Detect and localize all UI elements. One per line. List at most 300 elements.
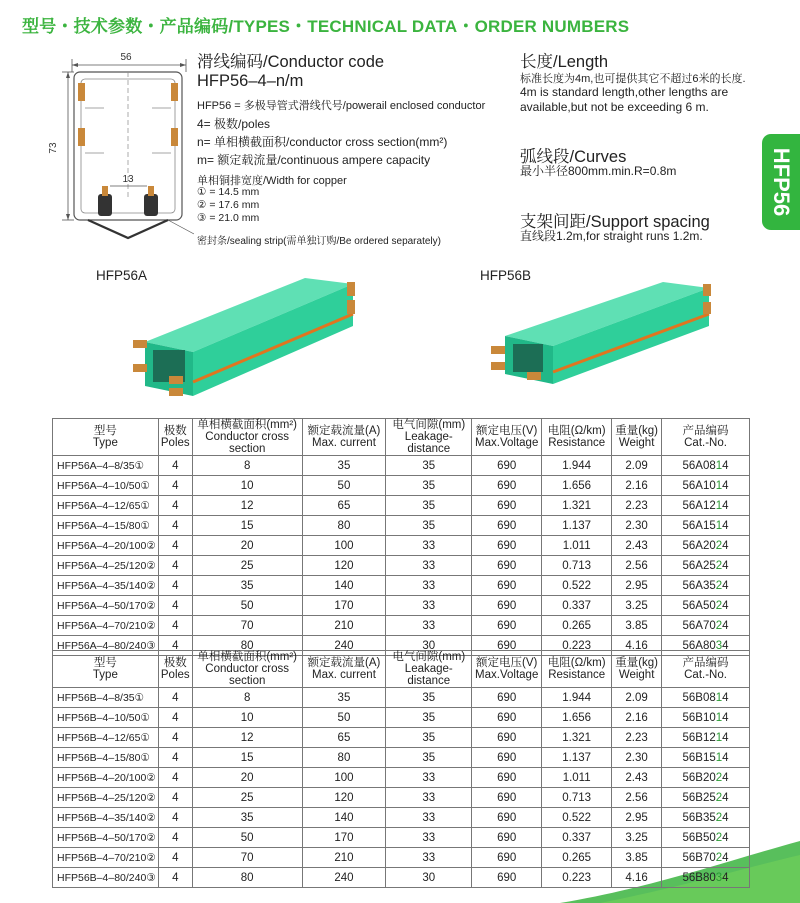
cell-cross-section: 80 bbox=[192, 636, 302, 656]
cell-current: 170 bbox=[302, 596, 386, 616]
catno-part: 4 bbox=[722, 751, 729, 764]
cell-current: 140 bbox=[302, 576, 386, 596]
cell-leakage: 33 bbox=[386, 576, 472, 596]
catno-highlight: 1 bbox=[715, 499, 723, 512]
copper-width-3: ③ = 21.0 mm bbox=[197, 212, 260, 224]
cell-leakage: 35 bbox=[386, 456, 472, 476]
catno-part: 4 bbox=[722, 539, 729, 552]
cross-section-drawing bbox=[44, 48, 194, 248]
cell-resistance: 1.656 bbox=[542, 708, 612, 728]
col-header-resistance: 电阻(Ω/km) Resistance bbox=[542, 419, 612, 456]
cell-current: 140 bbox=[302, 808, 386, 828]
col-header-catno: 产品编码 Cat.-No. bbox=[662, 651, 750, 688]
catno-part: 56B70 bbox=[682, 851, 716, 864]
cell-leakage: 33 bbox=[386, 848, 472, 868]
height-dimension: 73 bbox=[48, 142, 59, 154]
catno-highlight: 2 bbox=[715, 619, 723, 632]
cell-cross-section: 20 bbox=[192, 768, 302, 788]
length-heading: 长度/Length bbox=[520, 53, 609, 71]
cell-cross-section: 70 bbox=[192, 848, 302, 868]
cell-leakage: 30 bbox=[386, 868, 472, 888]
catno-part: 4 bbox=[722, 479, 729, 492]
table-row bbox=[53, 728, 750, 748]
cell-leakage: 35 bbox=[386, 728, 472, 748]
gap-dimension: 13 bbox=[122, 174, 134, 185]
cell-resistance: 0.265 bbox=[542, 616, 612, 636]
cell-leakage: 35 bbox=[386, 476, 472, 496]
cell-voltage: 690 bbox=[472, 688, 542, 708]
cell-resistance: 1.137 bbox=[542, 516, 612, 536]
catno-part: 4 bbox=[722, 619, 729, 632]
cell-poles: 4 bbox=[158, 556, 192, 576]
catno-part: 56B35 bbox=[682, 811, 716, 824]
cell-weight: 3.25 bbox=[612, 596, 662, 616]
cell-cross-section: 12 bbox=[192, 496, 302, 516]
catno-highlight: 1 bbox=[715, 479, 723, 492]
cell-cross-section: 15 bbox=[192, 516, 302, 536]
cell-current: 65 bbox=[302, 496, 386, 516]
cell-weight: 2.16 bbox=[612, 476, 662, 496]
cell-resistance: 1.011 bbox=[542, 536, 612, 556]
cell-type: HFP56B–4–8/35① bbox=[53, 688, 159, 708]
catno-highlight: 2 bbox=[715, 831, 723, 844]
catno-highlight: 3 bbox=[715, 639, 723, 652]
cell-cross-section: 15 bbox=[192, 748, 302, 768]
cell-catno bbox=[662, 748, 750, 768]
cell-catno bbox=[662, 556, 750, 576]
side-tab-label: HFP56 bbox=[769, 147, 794, 217]
cell-voltage: 690 bbox=[472, 848, 542, 868]
col-header-leakage: 电气间隙(mm) Leakage-distance bbox=[386, 651, 472, 688]
col-header-voltage: 额定电压(V) Max.Voltage bbox=[472, 651, 542, 688]
cell-leakage: 30 bbox=[386, 636, 472, 656]
catno-part: 56B25 bbox=[682, 791, 716, 804]
cell-weight: 2.30 bbox=[612, 516, 662, 536]
table-row bbox=[53, 868, 750, 888]
catno-part: 4 bbox=[722, 639, 729, 652]
cell-type: HFP56A–4–35/140② bbox=[53, 576, 159, 596]
cell-resistance: 1.321 bbox=[542, 728, 612, 748]
catno-highlight: 2 bbox=[715, 811, 723, 824]
cell-catno bbox=[662, 496, 750, 516]
cell-weight: 3.25 bbox=[612, 828, 662, 848]
cell-resistance: 0.522 bbox=[542, 576, 612, 596]
cell-poles: 4 bbox=[158, 868, 192, 888]
table-row bbox=[53, 848, 750, 868]
col-header-resistance: 电阻(Ω/km) Resistance bbox=[542, 651, 612, 688]
cell-poles: 4 bbox=[158, 728, 192, 748]
cell-type: HFP56A–4–10/50① bbox=[53, 476, 159, 496]
catno-part: 4 bbox=[722, 871, 729, 884]
cell-resistance: 1.656 bbox=[542, 476, 612, 496]
catno-part: 4 bbox=[722, 731, 729, 744]
catno-part: 4 bbox=[722, 559, 729, 572]
cell-cross-section: 12 bbox=[192, 728, 302, 748]
table-row bbox=[53, 808, 750, 828]
col-header-current: 额定载流量(A) Max. current bbox=[302, 419, 386, 456]
cell-cross-section: 8 bbox=[192, 456, 302, 476]
cell-catno bbox=[662, 456, 750, 476]
table-row bbox=[53, 476, 750, 496]
catno-part: 56B08 bbox=[682, 691, 716, 704]
cell-type: HFP56B–4–25/120② bbox=[53, 788, 159, 808]
cell-voltage: 690 bbox=[472, 828, 542, 848]
support-text: 直线段1.2m,for straight runs 1.2m. bbox=[520, 229, 703, 243]
catno-highlight: 1 bbox=[715, 751, 723, 764]
catno-part: 56A50 bbox=[682, 599, 716, 612]
catno-highlight: 2 bbox=[715, 579, 723, 592]
cell-cross-section: 20 bbox=[192, 536, 302, 556]
cell-cross-section: 8 bbox=[192, 688, 302, 708]
cell-current: 170 bbox=[302, 828, 386, 848]
cell-weight: 2.09 bbox=[612, 688, 662, 708]
cell-type: HFP56B–4–50/170② bbox=[53, 828, 159, 848]
cell-resistance: 1.011 bbox=[542, 768, 612, 788]
col-header-current: 额定载流量(A) Max. current bbox=[302, 651, 386, 688]
catno-highlight: 2 bbox=[715, 539, 723, 552]
conductor-line-1: HFP56 = 多极导管式滑线代号/powerail enclosed conductor bbox=[197, 100, 486, 112]
catno-part: 56A70 bbox=[682, 619, 716, 632]
catno-part: 4 bbox=[722, 771, 729, 784]
catno-highlight: 3 bbox=[715, 871, 723, 884]
catno-highlight: 1 bbox=[715, 691, 723, 704]
catno-part: 4 bbox=[722, 791, 729, 804]
cell-cross-section: 10 bbox=[192, 476, 302, 496]
catno-part: 56A12 bbox=[682, 499, 716, 512]
cell-weight: 2.23 bbox=[612, 728, 662, 748]
cell-poles: 4 bbox=[158, 788, 192, 808]
cell-type: HFP56A–4–25/120② bbox=[53, 556, 159, 576]
cell-weight: 2.43 bbox=[612, 536, 662, 556]
cell-poles: 4 bbox=[158, 616, 192, 636]
cell-voltage: 690 bbox=[472, 536, 542, 556]
cell-catno bbox=[662, 688, 750, 708]
side-tab-hfp56 bbox=[762, 134, 800, 230]
catno-part: 56A25 bbox=[682, 559, 716, 572]
cell-resistance: 0.713 bbox=[542, 556, 612, 576]
cell-leakage: 33 bbox=[386, 768, 472, 788]
cell-voltage: 690 bbox=[472, 728, 542, 748]
table-a-header-row bbox=[53, 419, 750, 456]
cell-poles: 4 bbox=[158, 828, 192, 848]
cell-resistance: 1.944 bbox=[542, 456, 612, 476]
cell-catno bbox=[662, 848, 750, 868]
cell-type: HFP56A–4–80/240③ bbox=[53, 636, 159, 656]
cell-voltage: 690 bbox=[472, 596, 542, 616]
col-header-poles: 极数 Poles bbox=[158, 419, 192, 456]
catno-part: 4 bbox=[722, 459, 729, 472]
cell-voltage: 690 bbox=[472, 516, 542, 536]
catno-part: 4 bbox=[722, 519, 729, 532]
catno-part: 56A20 bbox=[682, 539, 716, 552]
cell-poles: 4 bbox=[158, 516, 192, 536]
cell-current: 210 bbox=[302, 848, 386, 868]
cell-poles: 4 bbox=[158, 708, 192, 728]
cell-voltage: 690 bbox=[472, 556, 542, 576]
cell-current: 120 bbox=[302, 788, 386, 808]
page-title: 型号・技术参数・产品编码/TYPES・TECHNICAL DATA・ORDER NUMBERS bbox=[22, 17, 630, 36]
cell-voltage: 690 bbox=[472, 748, 542, 768]
catno-part: 56B15 bbox=[682, 751, 716, 764]
copper-width-2: ② = 17.6 mm bbox=[197, 199, 260, 211]
catno-part: 4 bbox=[722, 831, 729, 844]
catno-highlight: 2 bbox=[715, 771, 723, 784]
table-row bbox=[53, 768, 750, 788]
cell-type: HFP56B–4–70/210② bbox=[53, 848, 159, 868]
cell-weight: 3.85 bbox=[612, 616, 662, 636]
cell-leakage: 33 bbox=[386, 536, 472, 556]
cell-voltage: 690 bbox=[472, 616, 542, 636]
catno-part: 56B20 bbox=[682, 771, 716, 784]
cell-poles: 4 bbox=[158, 576, 192, 596]
cell-cross-section: 35 bbox=[192, 808, 302, 828]
table-row bbox=[53, 536, 750, 556]
col-header-cross-section: 单相横截面积(mm²) Conductor cross section bbox=[192, 419, 302, 456]
cell-resistance: 0.223 bbox=[542, 636, 612, 656]
cell-leakage: 33 bbox=[386, 596, 472, 616]
cell-poles: 4 bbox=[158, 596, 192, 616]
cell-poles: 4 bbox=[158, 456, 192, 476]
cell-type: HFP56A–4–15/80① bbox=[53, 516, 159, 536]
cell-type: HFP56B–4–80/240③ bbox=[53, 868, 159, 888]
cell-weight: 2.56 bbox=[612, 556, 662, 576]
cell-catno bbox=[662, 576, 750, 596]
cell-resistance: 0.522 bbox=[542, 808, 612, 828]
cell-weight: 2.43 bbox=[612, 768, 662, 788]
cell-weight: 2.95 bbox=[612, 808, 662, 828]
cell-leakage: 33 bbox=[386, 828, 472, 848]
col-header-catno: 产品编码 Cat.-No. bbox=[662, 419, 750, 456]
cell-poles: 4 bbox=[158, 496, 192, 516]
catno-highlight: 2 bbox=[715, 599, 723, 612]
cell-cross-section: 25 bbox=[192, 556, 302, 576]
cell-type: HFP56A–4–12/65① bbox=[53, 496, 159, 516]
catno-highlight: 1 bbox=[715, 731, 723, 744]
cell-type: HFP56B–4–20/100② bbox=[53, 768, 159, 788]
cell-catno bbox=[662, 788, 750, 808]
catno-highlight: 2 bbox=[715, 791, 723, 804]
support-heading: 支架间距/Support spacing bbox=[520, 213, 710, 231]
cell-voltage: 690 bbox=[472, 788, 542, 808]
cell-weight: 4.16 bbox=[612, 868, 662, 888]
product-a-image bbox=[125, 268, 365, 408]
catno-part: 4 bbox=[722, 579, 729, 592]
catno-part: 4 bbox=[722, 811, 729, 824]
catno-part: 56A35 bbox=[682, 579, 716, 592]
cell-weight: 2.09 bbox=[612, 456, 662, 476]
cell-catno bbox=[662, 768, 750, 788]
cell-poles: 4 bbox=[158, 688, 192, 708]
catno-part: 56B50 bbox=[682, 831, 716, 844]
cell-voltage: 690 bbox=[472, 868, 542, 888]
cell-voltage: 690 bbox=[472, 576, 542, 596]
cell-leakage: 35 bbox=[386, 496, 472, 516]
table-row bbox=[53, 496, 750, 516]
table-row bbox=[53, 748, 750, 768]
cell-catno bbox=[662, 868, 750, 888]
cell-type: HFP56A–4–70/210② bbox=[53, 616, 159, 636]
product-a-label: HFP56A bbox=[96, 268, 148, 283]
cell-poles: 4 bbox=[158, 748, 192, 768]
cell-voltage: 690 bbox=[472, 636, 542, 656]
cell-cross-section: 50 bbox=[192, 828, 302, 848]
col-header-voltage: 额定电压(V) Max.Voltage bbox=[472, 419, 542, 456]
copper-width-1: ① = 14.5 mm bbox=[197, 186, 260, 198]
cell-leakage: 35 bbox=[386, 708, 472, 728]
col-header-weight: 重量(kg) Weight bbox=[612, 419, 662, 456]
conductor-line-3: n= 单相横截面积/conductor cross section(mm²) bbox=[197, 135, 448, 149]
cell-current: 50 bbox=[302, 476, 386, 496]
cell-catno bbox=[662, 728, 750, 748]
cell-catno bbox=[662, 596, 750, 616]
catno-highlight: 2 bbox=[715, 851, 723, 864]
table-row bbox=[53, 456, 750, 476]
table-row bbox=[53, 576, 750, 596]
cell-poles: 4 bbox=[158, 848, 192, 868]
cell-cross-section: 10 bbox=[192, 708, 302, 728]
conductor-line-2: 4= 极数/poles bbox=[197, 117, 271, 131]
cell-cross-section: 25 bbox=[192, 788, 302, 808]
product-b-label: HFP56B bbox=[480, 268, 532, 283]
cell-catno bbox=[662, 808, 750, 828]
cell-type: HFP56B–4–12/65① bbox=[53, 728, 159, 748]
cell-resistance: 1.321 bbox=[542, 496, 612, 516]
col-header-weight: 重量(kg) Weight bbox=[612, 651, 662, 688]
cell-leakage: 35 bbox=[386, 748, 472, 768]
cell-catno bbox=[662, 708, 750, 728]
catno-highlight: 2 bbox=[715, 559, 723, 572]
cell-current: 210 bbox=[302, 616, 386, 636]
cell-current: 50 bbox=[302, 708, 386, 728]
cell-voltage: 690 bbox=[472, 476, 542, 496]
cell-voltage: 690 bbox=[472, 708, 542, 728]
catno-part: 56A08 bbox=[682, 459, 716, 472]
cell-current: 35 bbox=[302, 688, 386, 708]
cell-weight: 2.95 bbox=[612, 576, 662, 596]
cell-current: 100 bbox=[302, 536, 386, 556]
col-header-type: 型号 Type bbox=[53, 651, 159, 688]
length-line-3: available,but not be exceeding 6 m. bbox=[520, 100, 709, 114]
sealing-strip-note: 密封条/sealing strip(需单独订购/Be ordered separately) bbox=[197, 236, 441, 247]
cell-cross-section: 80 bbox=[192, 868, 302, 888]
table-row bbox=[53, 788, 750, 808]
cell-resistance: 1.944 bbox=[542, 688, 612, 708]
catno-part: 4 bbox=[722, 711, 729, 724]
cell-type: HFP56B–4–15/80① bbox=[53, 748, 159, 768]
cell-current: 240 bbox=[302, 636, 386, 656]
cell-current: 240 bbox=[302, 868, 386, 888]
cell-weight: 2.30 bbox=[612, 748, 662, 768]
cell-current: 100 bbox=[302, 768, 386, 788]
cell-type: HFP56A–4–20/100② bbox=[53, 536, 159, 556]
cell-resistance: 0.265 bbox=[542, 848, 612, 868]
cell-resistance: 0.337 bbox=[542, 828, 612, 848]
cell-catno bbox=[662, 476, 750, 496]
length-line-2: 4m is standard length,other lengths are bbox=[520, 85, 729, 99]
catno-part: 56A15 bbox=[682, 519, 716, 532]
cell-leakage: 35 bbox=[386, 688, 472, 708]
spec-table-b bbox=[52, 650, 750, 888]
table-row bbox=[53, 616, 750, 636]
table-row bbox=[53, 688, 750, 708]
cell-weight: 2.16 bbox=[612, 708, 662, 728]
cell-catno bbox=[662, 536, 750, 556]
catno-part: 4 bbox=[722, 599, 729, 612]
conductor-code-heading: 滑线编码/Conductor code bbox=[197, 53, 385, 71]
catno-part: 4 bbox=[722, 499, 729, 512]
cell-voltage: 690 bbox=[472, 768, 542, 788]
cell-catno bbox=[662, 516, 750, 536]
cell-voltage: 690 bbox=[472, 496, 542, 516]
cell-leakage: 35 bbox=[386, 516, 472, 536]
cell-poles: 4 bbox=[158, 636, 192, 656]
cell-type: HFP56A–4–8/35① bbox=[53, 456, 159, 476]
cell-type: HFP56B–4–10/50① bbox=[53, 708, 159, 728]
cell-leakage: 33 bbox=[386, 808, 472, 828]
spec-table-a bbox=[52, 418, 750, 656]
cell-current: 65 bbox=[302, 728, 386, 748]
cell-resistance: 0.713 bbox=[542, 788, 612, 808]
conductor-code-value: HFP56–4–n/m bbox=[197, 72, 304, 90]
col-header-cross-section: 单相横截面积(mm²) Conductor cross section bbox=[192, 651, 302, 688]
cell-weight: 2.23 bbox=[612, 496, 662, 516]
cell-weight: 4.16 bbox=[612, 636, 662, 656]
cell-current: 80 bbox=[302, 748, 386, 768]
cell-voltage: 690 bbox=[472, 456, 542, 476]
cell-weight: 3.85 bbox=[612, 848, 662, 868]
cell-type: HFP56B–4–35/140② bbox=[53, 808, 159, 828]
cell-type: HFP56A–4–50/170② bbox=[53, 596, 159, 616]
cell-voltage: 690 bbox=[472, 808, 542, 828]
cell-current: 35 bbox=[302, 456, 386, 476]
catno-part: 56A80 bbox=[682, 639, 716, 652]
col-header-poles: 极数 Poles bbox=[158, 651, 192, 688]
product-b-image bbox=[487, 268, 727, 398]
catno-part: 56B10 bbox=[682, 711, 716, 724]
catno-part: 56B12 bbox=[682, 731, 716, 744]
cell-current: 80 bbox=[302, 516, 386, 536]
col-header-type: 型号 Type bbox=[53, 419, 159, 456]
cell-cross-section: 70 bbox=[192, 616, 302, 636]
table-b-header-row bbox=[53, 651, 750, 688]
cell-catno bbox=[662, 616, 750, 636]
cell-current: 120 bbox=[302, 556, 386, 576]
table-row bbox=[53, 596, 750, 616]
cell-catno bbox=[662, 828, 750, 848]
cell-resistance: 0.337 bbox=[542, 596, 612, 616]
cell-leakage: 33 bbox=[386, 556, 472, 576]
table-row bbox=[53, 828, 750, 848]
cell-poles: 4 bbox=[158, 476, 192, 496]
cell-leakage: 33 bbox=[386, 616, 472, 636]
table-row bbox=[53, 516, 750, 536]
cell-leakage: 33 bbox=[386, 788, 472, 808]
conductor-line-4: m= 额定载流量/continuous ampere capacity bbox=[197, 153, 431, 167]
catno-part: 56A10 bbox=[682, 479, 716, 492]
catno-highlight: 1 bbox=[715, 459, 723, 472]
catno-highlight: 1 bbox=[715, 711, 723, 724]
width-dimension: 56 bbox=[120, 52, 132, 63]
catno-highlight: 1 bbox=[715, 519, 723, 532]
catno-part: 4 bbox=[722, 851, 729, 864]
length-line-1: 标准长度为4m,也可提供其它不超过6米的长度. bbox=[520, 73, 746, 85]
catno-part: 56B80 bbox=[682, 871, 716, 884]
curves-text: 最小半径800mm.min.R=0.8m bbox=[520, 164, 677, 178]
table-row bbox=[53, 708, 750, 728]
cell-poles: 4 bbox=[158, 808, 192, 828]
cell-poles: 4 bbox=[158, 768, 192, 788]
copper-width-title: 单相铜排宽度/Width for copper bbox=[197, 175, 347, 187]
